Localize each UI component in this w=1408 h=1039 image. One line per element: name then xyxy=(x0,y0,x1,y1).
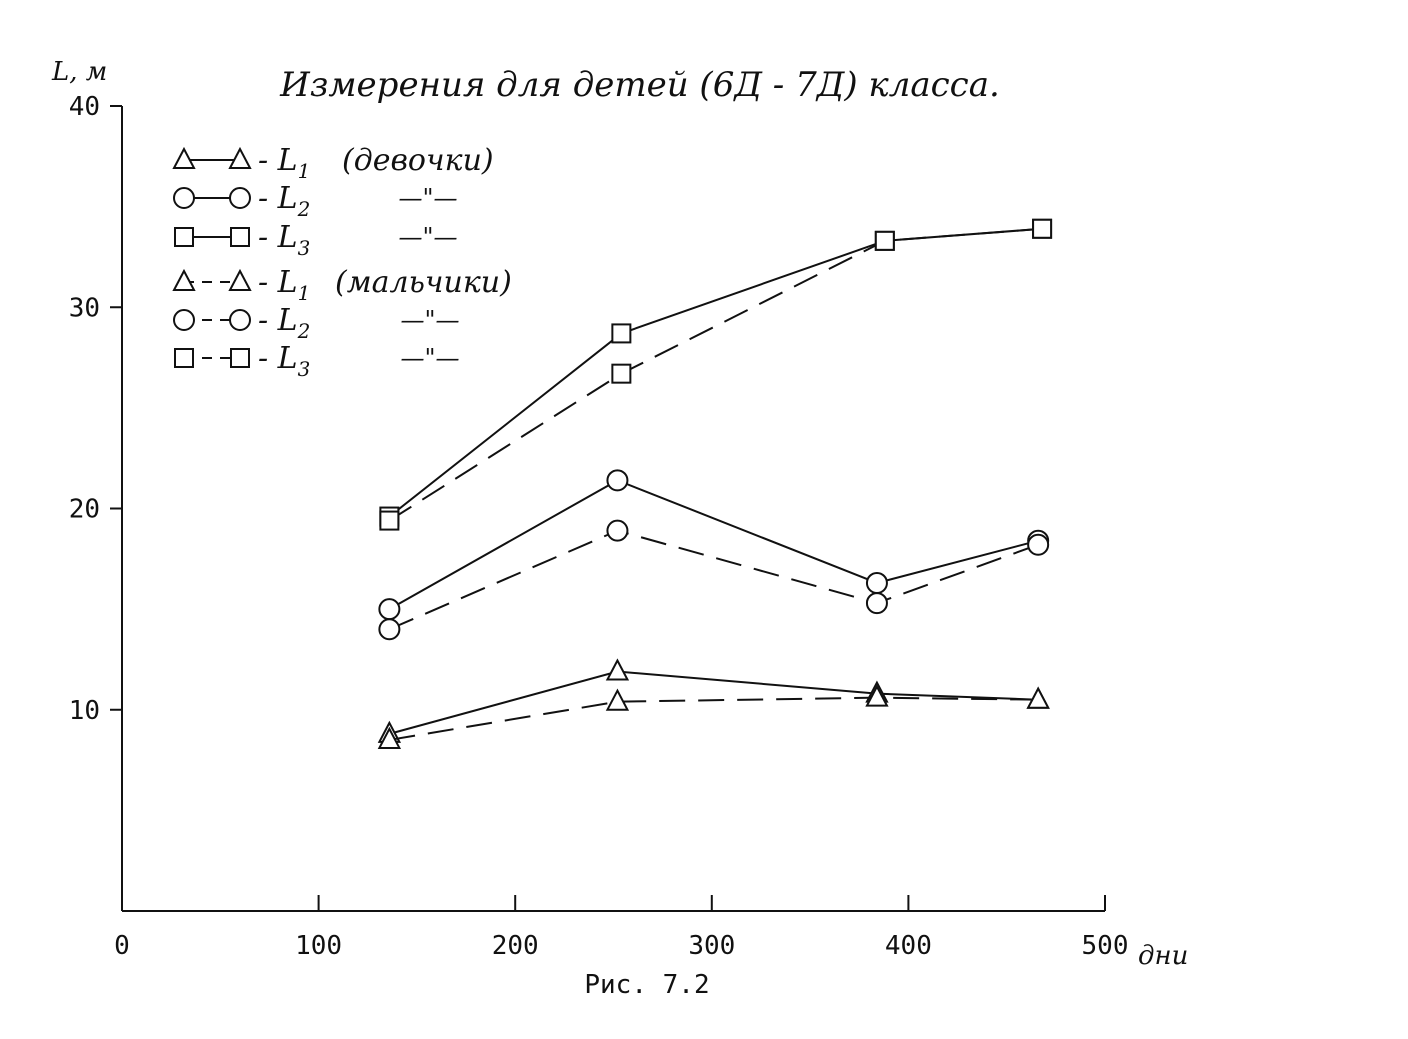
legend-group-label: (мальчики) xyxy=(335,265,512,300)
legend-label: - $L_3$ xyxy=(258,220,311,260)
legend-item xyxy=(175,220,458,260)
y-axis-label: L, м xyxy=(52,57,108,87)
legend-marker xyxy=(231,349,249,367)
x-tick-label: 500 xyxy=(1081,931,1129,961)
legend xyxy=(174,143,512,381)
series-5 xyxy=(379,521,1048,640)
legend-label: - $L_2$ xyxy=(258,181,311,221)
legend-marker xyxy=(174,271,194,290)
triangle-point xyxy=(1028,689,1048,708)
legend-marker xyxy=(230,271,250,290)
circle-point xyxy=(379,599,399,619)
legend-item xyxy=(174,265,512,305)
legend-label: - $L_3$ xyxy=(258,341,311,381)
y-tick-label: 30 xyxy=(68,293,100,324)
x-tick-label: 100 xyxy=(295,931,343,961)
legend-marker xyxy=(230,188,250,208)
x-tick-label: 200 xyxy=(491,931,539,961)
series-line xyxy=(389,480,1038,609)
x-tick-label: 300 xyxy=(688,931,736,961)
square-point xyxy=(612,324,630,342)
square-point xyxy=(612,365,630,383)
series-2 xyxy=(379,470,1048,619)
legend-marker xyxy=(230,310,250,330)
circle-point xyxy=(607,470,627,490)
legend-marker xyxy=(175,228,193,246)
x-tick-label: 0 xyxy=(114,931,130,961)
legend-ditto: —"— xyxy=(400,306,460,334)
legend-marker xyxy=(175,349,193,367)
legend-marker xyxy=(174,149,194,168)
legend-item xyxy=(174,181,458,221)
triangle-point xyxy=(607,661,627,680)
legend-item xyxy=(174,303,460,343)
legend-label: - $L_1$ xyxy=(258,265,311,305)
y-tick-label: 40 xyxy=(68,92,100,122)
circle-point xyxy=(867,573,887,593)
legend-label: - $L_2$ xyxy=(258,303,311,343)
series-1 xyxy=(379,661,1048,742)
x-tick-label: 400 xyxy=(884,931,932,961)
square-point xyxy=(380,512,398,530)
y-tick-label: 10 xyxy=(68,695,100,726)
legend-ditto: —"— xyxy=(398,184,458,212)
legend-marker xyxy=(230,149,250,168)
series-line xyxy=(389,698,1038,740)
circle-point xyxy=(607,521,627,541)
legend-marker xyxy=(174,188,194,208)
axes xyxy=(69,92,1129,961)
chart-title: Измерения для детей (6Д - 7Д) класса. xyxy=(280,65,1000,105)
legend-ditto: —"— xyxy=(400,344,460,372)
legend-label: - $L_1$ xyxy=(258,143,311,183)
legend-marker xyxy=(174,310,194,330)
legend-item xyxy=(174,143,494,183)
y-tick-label: 20 xyxy=(68,494,100,525)
circle-point xyxy=(867,593,887,613)
legend-marker xyxy=(231,228,249,246)
triangle-point xyxy=(607,691,627,710)
circle-point xyxy=(1028,535,1048,555)
square-point xyxy=(876,232,894,250)
legend-group-label: (девочки) xyxy=(342,143,494,178)
x-axis-label: дни xyxy=(1138,941,1189,971)
series-line xyxy=(389,531,1038,630)
legend-ditto: —"— xyxy=(398,223,458,251)
legend-item xyxy=(175,341,460,381)
circle-point xyxy=(379,619,399,639)
square-point xyxy=(1033,220,1051,238)
figure-caption: Рис. 7.2 xyxy=(584,970,710,1000)
